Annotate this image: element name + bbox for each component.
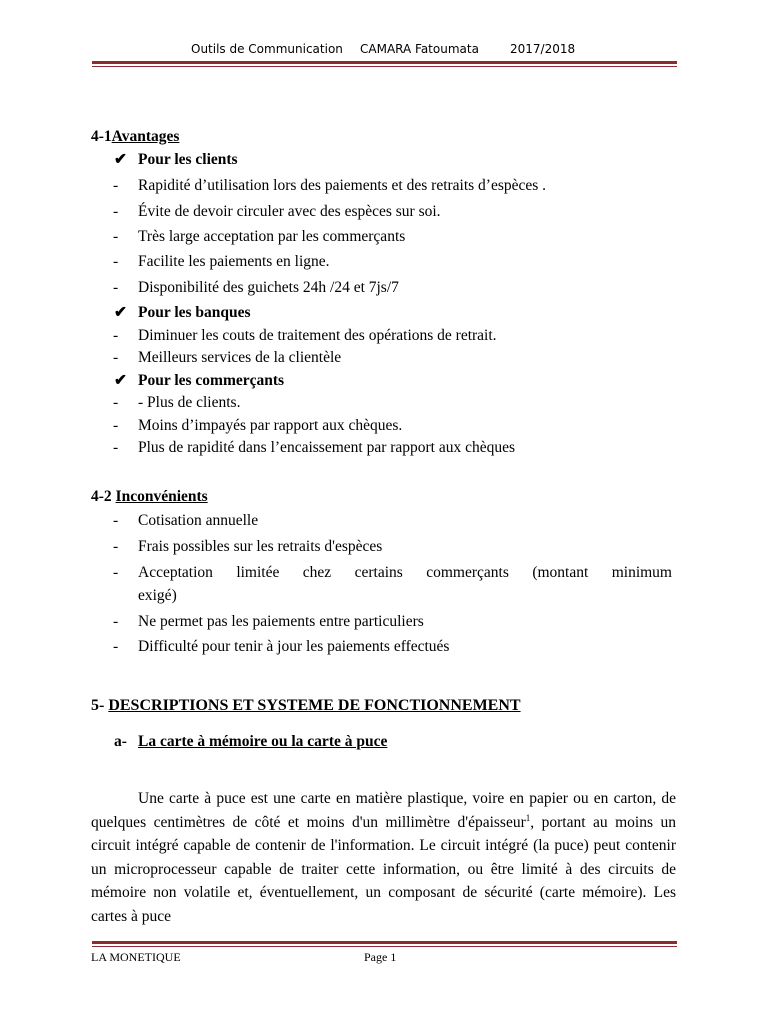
section-5-heading: 5- DESCRIPTIONS ET SYSTEME DE FONCTIONNEMENT: [91, 697, 521, 714]
checkmark-icon: ✔: [114, 372, 127, 389]
footnote-marker: 1: [525, 812, 531, 823]
checkmark-icon: ✔: [114, 151, 127, 168]
page-number: Page 1: [364, 950, 397, 964]
footer-title: LA MONETIQUE: [91, 950, 181, 964]
footer-rule: [92, 941, 677, 947]
checkmark-icon: ✔: [114, 304, 127, 321]
paragraph-carte-a-puce: Une carte à puce est une carte en matière plastique, voire en papier ou en carton, de quelques centimètres de côté et moins d'un millimètre d'épaisseur$^1$, portant au moins un circuit intégré capable de contenir de l'information. Le circuit intégré (la puce) peut contenir un microprocesseur capable de traiter cette information, ou être limité à des circuits de mémoire non volatile et, éventuellement, un composant de sécurité (carte mémoire). Les cartes à puce: [91, 790, 676, 925]
header-rule: [92, 61, 677, 67]
header-author: CAMARA Fatoumata: [360, 42, 479, 56]
header-year: 2017/2018: [510, 42, 576, 56]
section-4-2-heading: 4-2 Inconvénients: [91, 488, 208, 505]
header-course: Outils de Communication: [191, 42, 343, 56]
section-4-1-heading: 4-1Avantages: [91, 128, 180, 145]
